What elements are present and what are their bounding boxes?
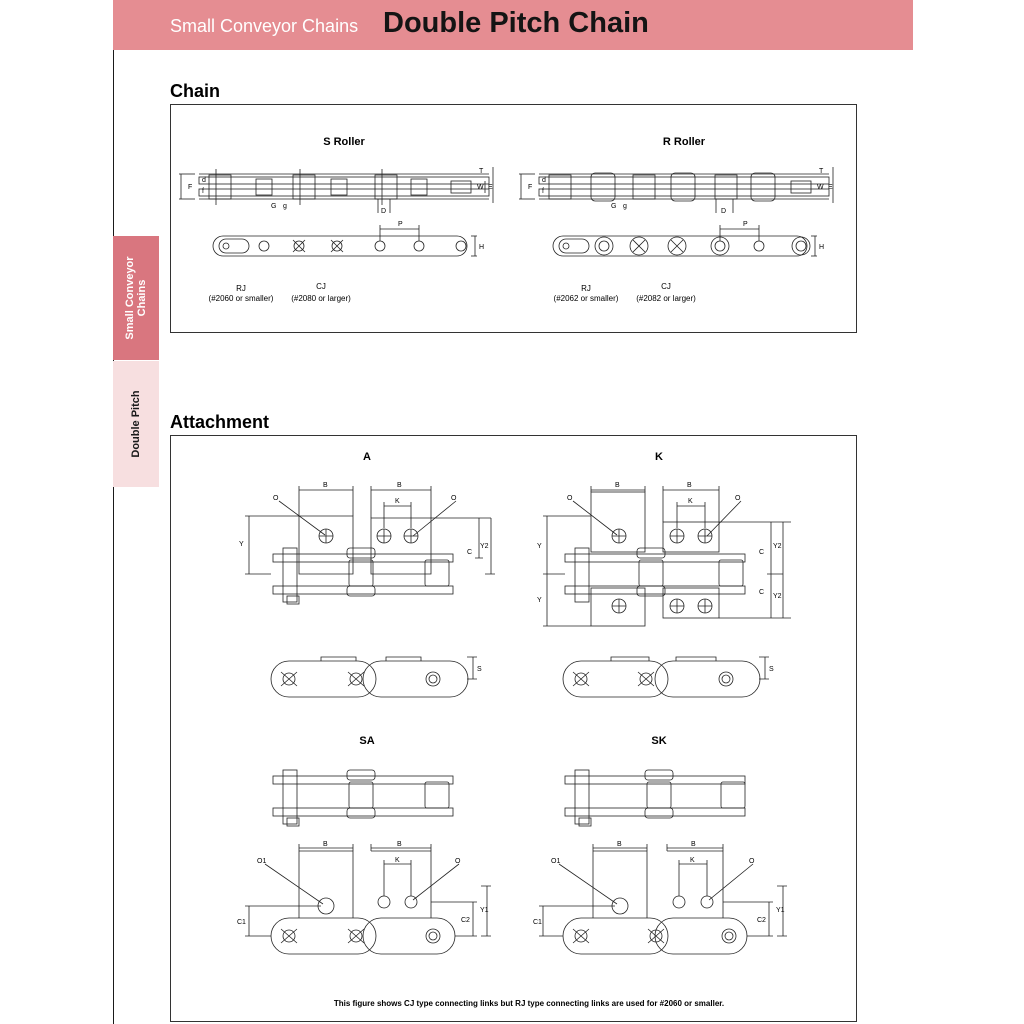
dim-C1: C1 xyxy=(237,919,246,926)
dim-W: W xyxy=(817,184,824,191)
dim-F: F xyxy=(528,184,533,191)
s-roller-title: S Roller xyxy=(323,136,365,148)
dim-B: B xyxy=(617,841,622,848)
sk-title: SK xyxy=(651,735,667,747)
dim-Y2: Y2 xyxy=(480,543,489,550)
rj-label: RJ xyxy=(236,284,246,293)
dim-B: B xyxy=(687,482,692,489)
chain-section-title: Chain xyxy=(170,81,221,101)
dim-C: C xyxy=(467,549,473,556)
dim-G: G xyxy=(271,203,277,210)
dim-O: O xyxy=(455,858,461,865)
dim-P: P xyxy=(743,221,748,228)
k-title: K xyxy=(655,451,663,463)
header-title: Double Pitch Chain xyxy=(383,7,649,39)
dim-O: O xyxy=(749,858,755,865)
side-tab-label: Small Conveyor Chains xyxy=(124,256,148,340)
header-subtitle: Small Conveyor Chains xyxy=(170,16,359,36)
dim-d: d xyxy=(202,177,206,184)
dim-Y: Y xyxy=(537,597,542,604)
dim-Y: Y xyxy=(239,541,244,548)
r-roller-drawing xyxy=(519,136,833,303)
dim-B: B xyxy=(323,841,328,848)
side-tab-double-pitch[interactable] xyxy=(113,361,159,487)
dim-d: d xyxy=(542,177,546,184)
chain-drawing xyxy=(171,105,856,332)
cj-label: CJ xyxy=(661,282,671,291)
attachment-footnote: This figure shows CJ type connecting links but RJ type connecting links are used for #2060 or smaller. xyxy=(333,999,725,1008)
dim-Y1: Y1 xyxy=(776,907,785,914)
rj-note: (#2060 or smaller) xyxy=(208,294,274,303)
dim-F: F xyxy=(188,184,193,191)
dim-f: f xyxy=(542,188,544,195)
dim-g: g xyxy=(283,203,287,210)
dim-P: P xyxy=(398,221,403,228)
dim-Y2: Y2 xyxy=(773,593,782,600)
cj-note: (#2080 or larger) xyxy=(291,294,351,303)
dim-O: O xyxy=(451,495,457,502)
page-header xyxy=(113,0,913,50)
side-tab-label: Double Pitch xyxy=(130,390,142,458)
dim-K: K xyxy=(395,498,400,505)
dim-K: K xyxy=(395,857,400,864)
dim-Y: Y xyxy=(537,543,542,550)
r-roller-title: R Roller xyxy=(662,136,706,148)
dim-H: H xyxy=(479,244,485,251)
dim-G: G xyxy=(611,203,617,210)
dim-S: S xyxy=(769,666,774,673)
dim-C1: C1 xyxy=(533,919,542,926)
attachment-a xyxy=(239,451,495,697)
dim-O: O xyxy=(735,495,741,502)
dim-K: K xyxy=(690,857,695,864)
dim-T: T xyxy=(819,168,824,175)
dim-B: B xyxy=(615,482,620,489)
dim-K: K xyxy=(688,498,693,505)
a-title: A xyxy=(363,451,371,463)
dim-B: B xyxy=(323,482,328,489)
dim-Y1: Y1 xyxy=(480,907,489,914)
dim-H: H xyxy=(819,244,825,251)
dim-O1: O1 xyxy=(551,858,561,865)
dim-E: E xyxy=(828,184,833,191)
rj-label: RJ xyxy=(581,284,591,293)
cj-note: (#2082 or larger) xyxy=(636,294,696,303)
dim-B: B xyxy=(397,841,402,848)
dim-Y2: Y2 xyxy=(773,543,782,550)
dim-C2: C2 xyxy=(461,917,470,924)
attachment-figure-box xyxy=(170,435,857,1022)
attachment-k xyxy=(537,451,791,697)
cj-label: CJ xyxy=(316,282,326,291)
dim-S: S xyxy=(477,666,482,673)
dim-C: C xyxy=(759,549,765,556)
attachment-section-title: Attachment xyxy=(170,412,270,432)
sa-title: SA xyxy=(359,735,375,747)
attachment-sk xyxy=(533,735,787,954)
dim-O: O xyxy=(567,495,573,502)
dim-E: E xyxy=(488,184,493,191)
dim-B: B xyxy=(397,482,402,489)
dim-W: W xyxy=(477,184,484,191)
dim-f: f xyxy=(202,188,204,195)
dim-C2: C2 xyxy=(757,917,766,924)
rj-note: (#2062 or smaller) xyxy=(553,294,619,303)
dim-B: B xyxy=(691,841,696,848)
margin-rule xyxy=(113,50,114,1024)
dim-T: T xyxy=(479,168,484,175)
attachment-drawing xyxy=(171,436,856,1021)
attachment-sa xyxy=(237,735,491,954)
side-tab-small-conveyor-chains[interactable] xyxy=(113,236,159,360)
dim-D: D xyxy=(721,208,727,215)
dim-D: D xyxy=(381,208,387,215)
s-roller-drawing xyxy=(179,136,493,303)
dim-O1: O1 xyxy=(257,858,267,865)
dim-O: O xyxy=(273,495,279,502)
dim-C: C xyxy=(759,589,765,596)
dim-g: g xyxy=(623,203,627,210)
chain-figure-box xyxy=(170,104,857,333)
